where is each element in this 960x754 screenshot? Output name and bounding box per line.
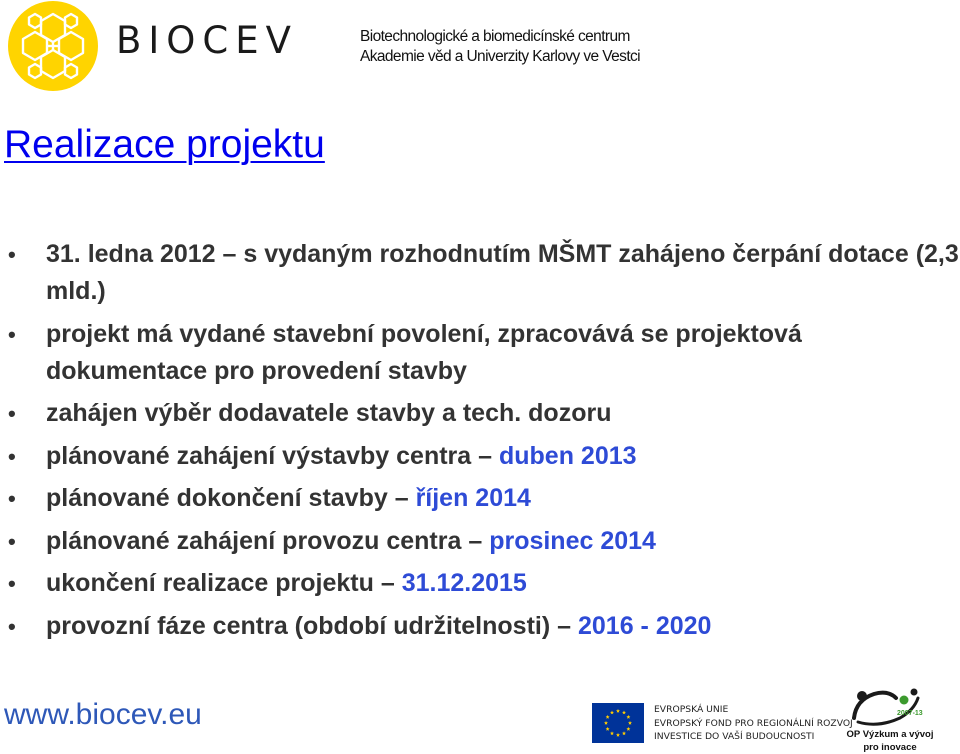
eu-funding-text — [654, 703, 853, 744]
institution-line-2: Akademie věd a Univerzity Karlovy ve Vestci — [360, 48, 641, 65]
website-url: www.biocev.eu — [4, 698, 202, 731]
list-item — [0, 565, 960, 602]
list-item — [0, 480, 960, 517]
bullet-icon: • — [8, 486, 16, 511]
eu-line-3: INVESTICE DO VAŠÍ BUDOUCNOSTI — [654, 731, 815, 742]
bullet-icon: • — [8, 528, 16, 554]
op-line-1: OP Výzkum a vývoj — [846, 729, 934, 740]
list-item — [0, 236, 960, 310]
bullet-icon: • — [8, 321, 16, 347]
list-item-date: prosinec 2014 — [489, 526, 656, 555]
list-item-date: duben 2013 — [498, 441, 637, 470]
list-item-text: zahájen výběr dodavatele stavby a tech. dozoru — [46, 399, 612, 427]
institution-line-1: Biotechnologické a biomedicínské centrum — [360, 28, 630, 45]
bullet-icon: • — [8, 571, 16, 596]
list-item-text: 31. ledna 2012 – s vydaným rozhodnutím MŠMT zahájeno čerpání dotace (2,3 mld.) — [46, 240, 959, 305]
milestone-list — [0, 236, 960, 650]
op-program-text — [838, 728, 942, 754]
bullet-icon: • — [8, 613, 16, 639]
bullet-icon: • — [8, 443, 16, 469]
list-item-date: 31.12.2015 — [401, 569, 527, 597]
list-item-text: projekt má vydané stavební povolení, zpracovává se projektová dokumentace pro provedení stavby — [46, 319, 802, 385]
list-item-text: plánované zahájení provozu centra – — [46, 526, 490, 555]
list-item — [0, 523, 960, 560]
eu-flag-icon — [592, 703, 644, 743]
bullet-icon: • — [8, 242, 16, 267]
list-item-text: ukončení realizace projektu – — [46, 569, 402, 597]
op-line-2: pro inovace — [863, 742, 917, 753]
brand-name: BIOCEV — [116, 19, 298, 62]
biocev-logo-icon — [7, 0, 99, 92]
eu-line-2: EVROPSKÝ FOND PRO REGIONÁLNÍ ROZVOJ — [654, 717, 853, 729]
bullet-icon: • — [8, 401, 16, 426]
list-item-date: říjen 2014 — [415, 484, 531, 512]
list-item-text: plánované zahájení výstavby centra – — [46, 441, 499, 470]
list-item — [0, 438, 960, 475]
list-item-text: plánované dokončení stavby – — [46, 484, 416, 512]
op-badge: 2007-13 — [897, 710, 923, 717]
list-item — [0, 316, 960, 390]
list-item-date: 2016 - 2020 — [577, 611, 712, 640]
list-item — [0, 608, 960, 645]
eu-line-1: EVROPSKÁ UNIE — [654, 704, 729, 715]
list-item-text: provozní fáze centra (období udržitelnosti) – — [46, 611, 578, 640]
op-vavpi-logo-icon — [848, 684, 926, 732]
list-item — [0, 395, 960, 432]
page-title: Realizace projektu — [4, 123, 325, 166]
institution-name — [360, 27, 640, 67]
